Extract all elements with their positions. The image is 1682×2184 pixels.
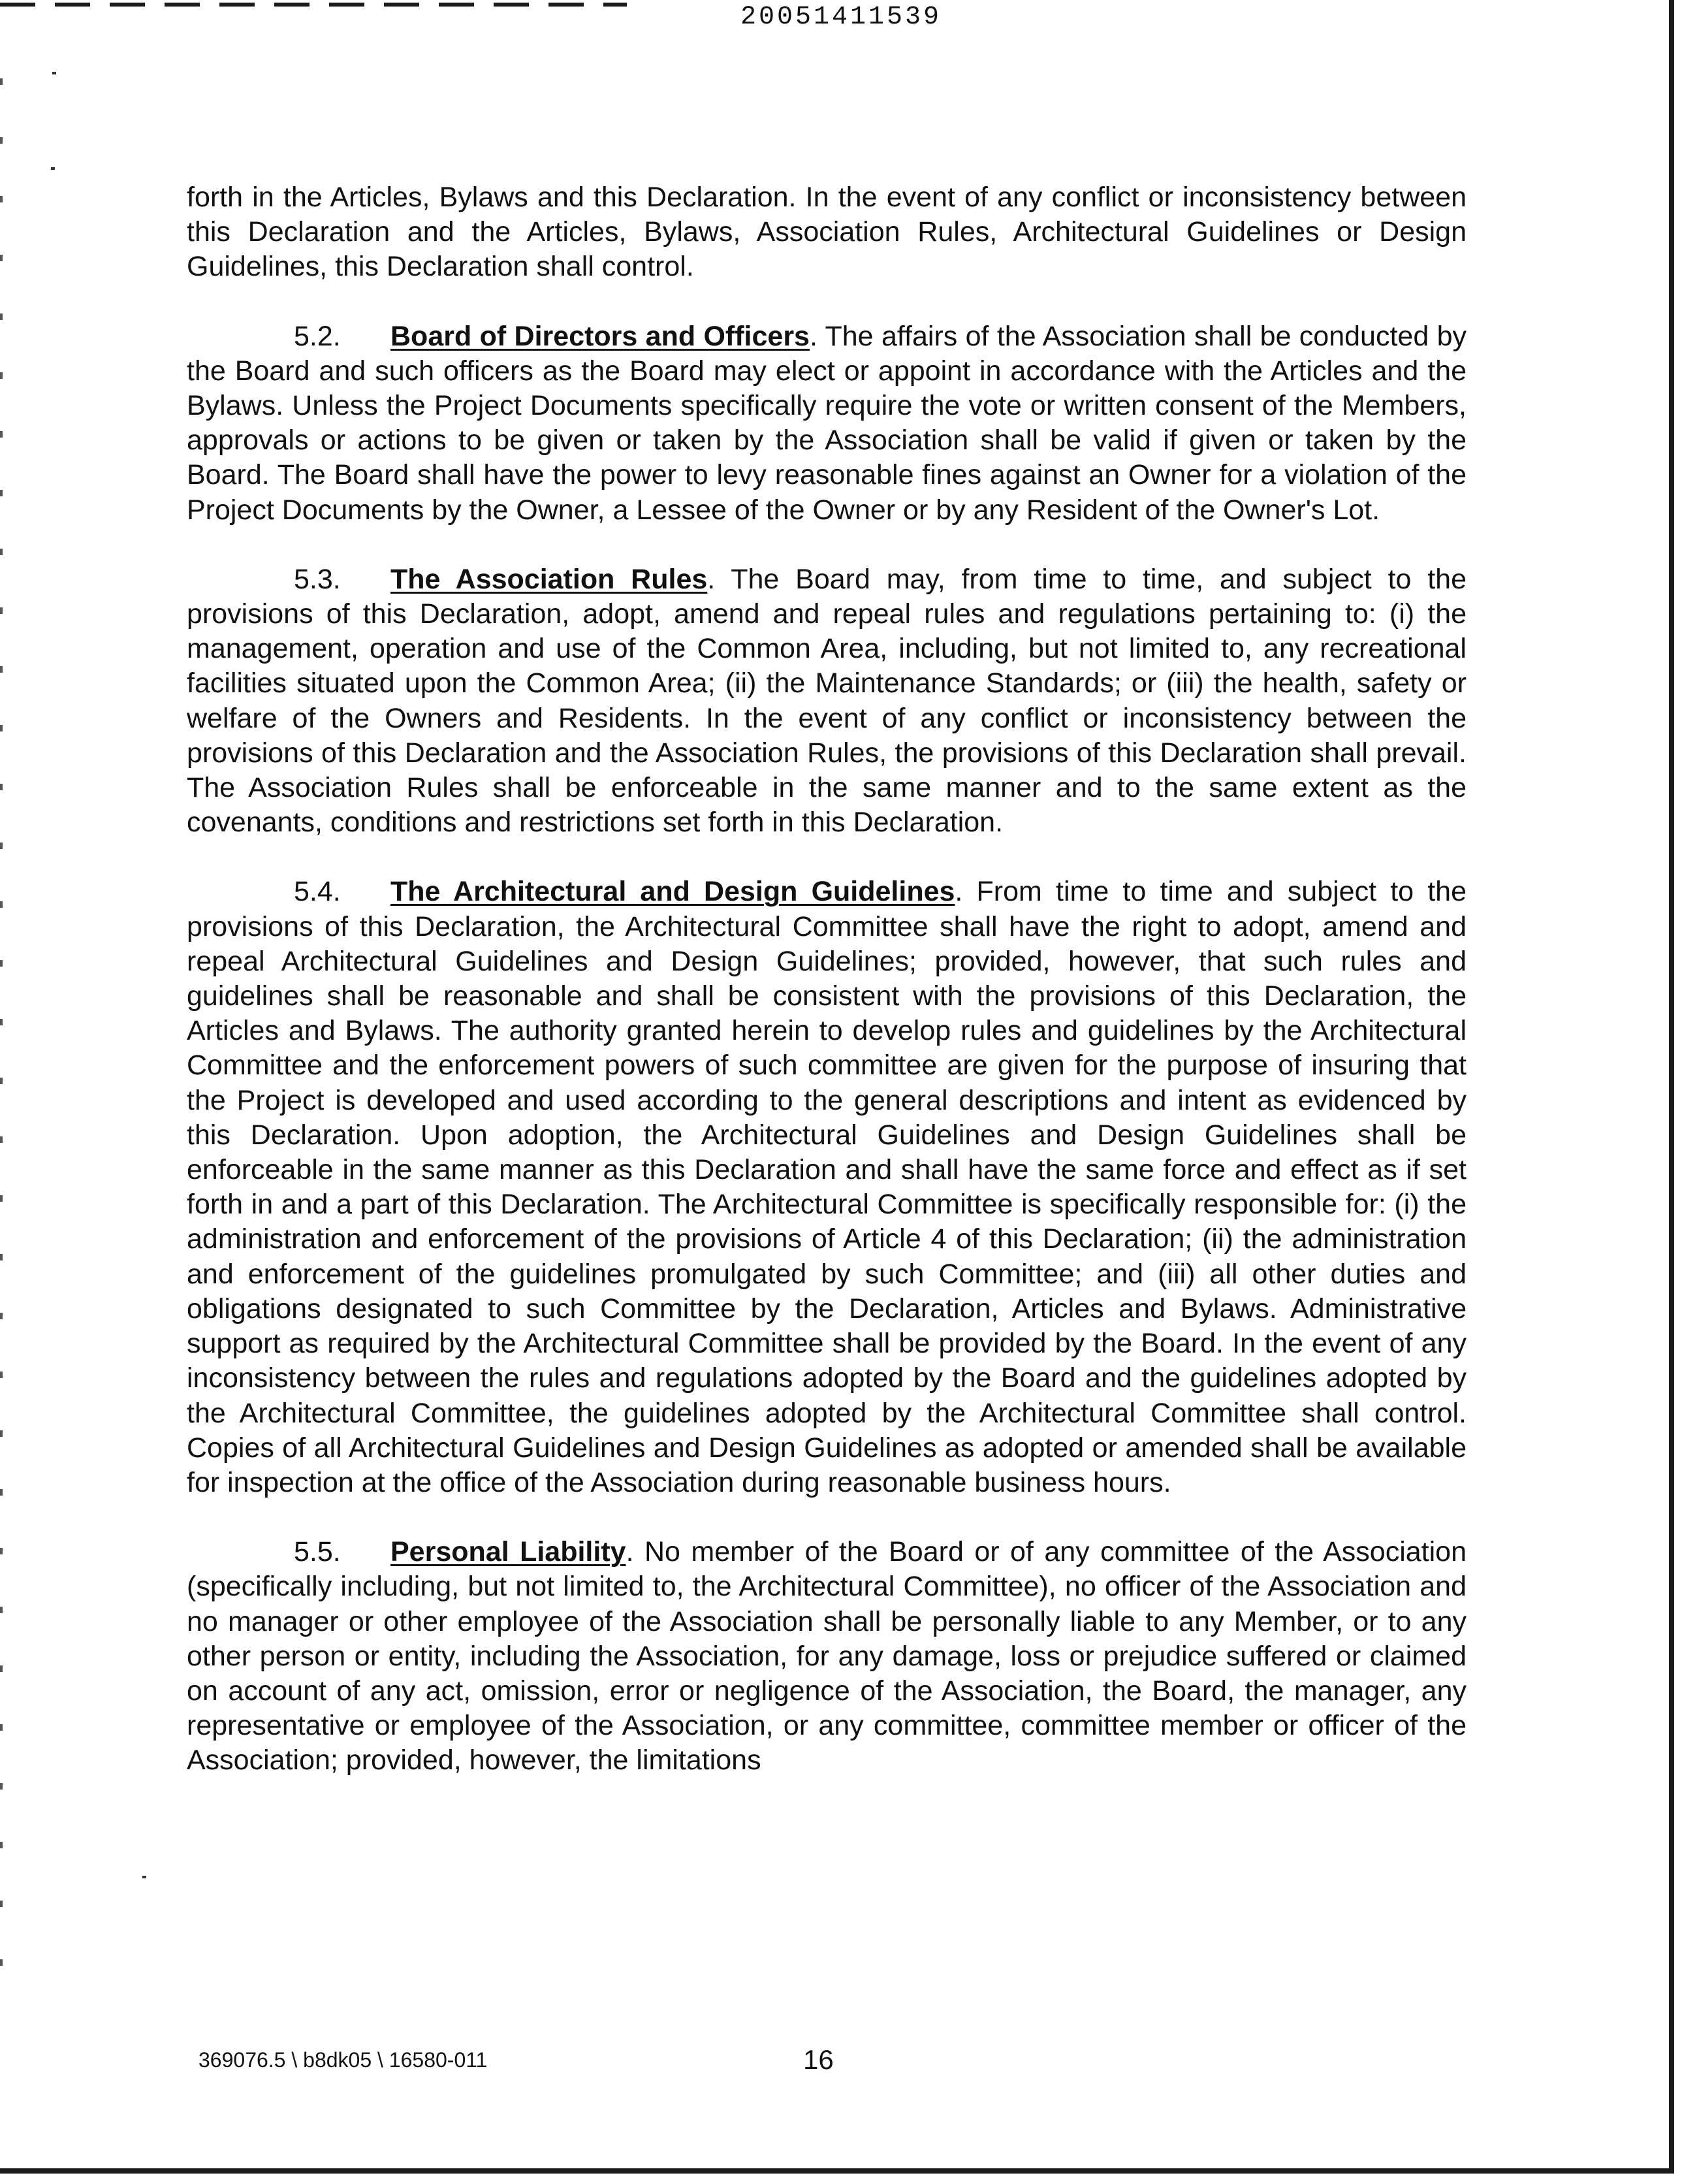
section-body: . No member of the Board or of any committee of the Association (specifically including, but not limited to, the Architectural Committee), no officer of the Association and no manager or other employee of the Association shall be personally liable to any Member, or to any other person or entity, including the Association, for any damage, loss or prejudice suffered or claimed on account of any act, omission, error or negligence of the Association, the Board, the manager, any representative or employee of the Association, or any committee, committee member or officer of the Association; provided, however, the limitations bbox=[187, 1536, 1467, 1776]
scan-speck bbox=[51, 167, 55, 170]
footer-document-reference: 369076.5 \ b8dk05 \ 16580-011 bbox=[198, 2048, 488, 2072]
section-heading: Board of Directors and Officers bbox=[390, 320, 810, 352]
section-number: 5.2. bbox=[294, 320, 341, 352]
scan-bottom-border bbox=[0, 2168, 1674, 2174]
section-body: . The affairs of the Association shall be conducted by the Board and such officers as the Board may elect or appoint in accordance with the Articles and the Bylaws. Unless the Project Documents specifically require the vote or written consent of the Members, approvals or actions to be given or taken by the Association shall be valid if given or taken by the Board. The Board shall have the power to levy reasonable fines against an Owner for a violation of the Project Documents by the Owner, a Lessee of the Owner or by any Resident of the Owner's Lot. bbox=[187, 320, 1467, 526]
section-number: 5.4. bbox=[294, 876, 341, 908]
document-body bbox=[187, 180, 1467, 1813]
scan-left-edge-marks bbox=[0, 78, 3, 1972]
section-5-2 bbox=[187, 319, 1467, 528]
section-heading: The Association Rules bbox=[390, 563, 708, 595]
section-5-4 bbox=[187, 875, 1467, 1500]
paragraph-continuation: forth in the Articles, Bylaws and this Declaration. In the event of any conflict or inconsistency between this Declaration and the Articles, Bylaws, Association Rules, Architectural Guidelines or Design Guidelines, this Declaration shall control. bbox=[187, 182, 1467, 283]
section-heading: The Architectural and Design Guidelines bbox=[390, 876, 955, 908]
page-number: 16 bbox=[803, 2044, 834, 2075]
scan-right-border bbox=[1669, 0, 1674, 2168]
document-id: 20051411539 bbox=[740, 3, 942, 32]
scan-speck bbox=[52, 72, 56, 74]
section-number: 5.3. bbox=[294, 563, 341, 595]
section-heading: Personal Liability bbox=[390, 1536, 626, 1568]
section-number: 5.5. bbox=[294, 1536, 341, 1568]
scan-speck bbox=[142, 1876, 146, 1878]
section-5-3 bbox=[187, 562, 1467, 841]
section-body: . From time to time and subject to the provisions of this Declaration, the Architectural Committee shall have the right to adopt, amend and repeal Architectural Guidelines and Design Guidelines; provided, however, that such rules and guidelines shall be reasonable and shall be consistent with the provisions of this Declaration, the Articles and Bylaws. The authority granted herein to develop rules and guidelines by the Architectural Committee and the enforcement powers of such committee are given for the purpose of insuring that the Project is developed and used according to the general descriptions and intent as evidenced by this Declaration. Upon adoption, the Architectural Guidelines and Design Guidelines shall be enforceable in the same manner as this Declaration and shall have the same force and effect as if set forth in and a part of this Declaration. The Architectural Committee is specifically responsible for: (i) the administration and enforcement of the provisions of Article 4 of this Declaration; (ii) the administration and enforcement of the guidelines promulgated by such Committee; and (iii) all other duties and obligations designated to such Committee by the Declaration, Articles and Bylaws. Administrative support as required by the Architectural Committee shall be provided by the Board. In the event of any inconsistency between the rules and regulations adopted by the Board and the guidelines adopted by the Architectural Committee, the guidelines adopted by the Architectural Committee shall control. Copies of all Architectural Guidelines and Design Guidelines as adopted or amended shall be available for inspection at the office of the Association during reasonable business hours. bbox=[187, 876, 1467, 1498]
section-5-5 bbox=[187, 1535, 1467, 1778]
section-body: . The Board may, from time to time, and subject to the provisions of this Declaration, adopt, amend and repeal rules and regulations pertaining to: (i) the management, operation and use of the Common Area, including, but not limited to, any recreational facilities situated upon the Common Area; (ii) the Maintenance Standards; or (iii) the health, safety or welfare of the Owners and Residents. In the event of any conflict or inconsistency between the provisions of this Declaration and the Association Rules, the provisions of this Declaration shall prevail. The Association Rules shall be enforceable in the same manner and to the same extent as the covenants, conditions and restrictions set forth in this Declaration. bbox=[187, 563, 1467, 839]
